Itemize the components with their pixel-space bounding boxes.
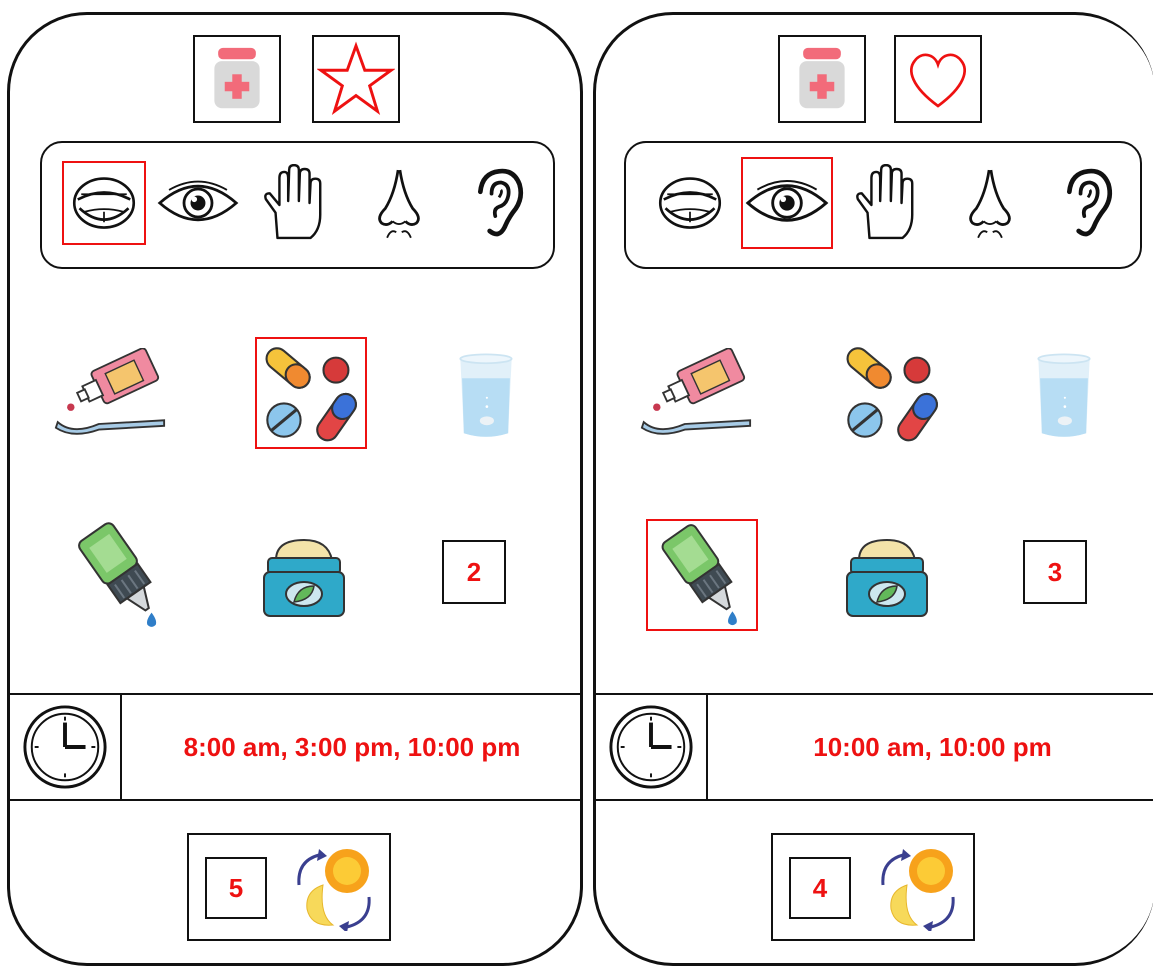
frequency-count-box[interactable] [205, 857, 267, 919]
dose-count: 2 [466, 556, 482, 587]
favorite-button[interactable] [894, 35, 982, 123]
form-dropper[interactable] [646, 519, 758, 631]
frequency-count: 5 [228, 872, 244, 903]
medicine-jar-icon [792, 46, 852, 112]
ear-icon [1060, 163, 1116, 243]
schedule-row [596, 693, 1153, 801]
star-icon [317, 40, 395, 118]
route-selector [40, 141, 555, 269]
route-ear[interactable] [1046, 161, 1130, 245]
medicine-button[interactable] [778, 35, 866, 123]
dose-count: 3 [1047, 556, 1063, 587]
clock-cell [596, 695, 708, 799]
schedule-row [10, 693, 580, 801]
form-cream[interactable] [831, 521, 943, 633]
liquid-dose-icon [640, 348, 752, 444]
frequency-box [187, 833, 391, 941]
form-dissolving-tablet[interactable] [1008, 340, 1120, 452]
form-pills[interactable] [255, 337, 367, 449]
route-hand[interactable] [844, 161, 928, 245]
route-ear[interactable] [457, 161, 541, 245]
route-eye[interactable] [741, 157, 833, 249]
form-cream[interactable] [248, 521, 360, 633]
mouth-icon [655, 168, 725, 238]
pills-icon [840, 341, 944, 445]
frequency-count: 4 [812, 872, 828, 903]
day-night-cycle-icon [873, 845, 963, 931]
schedule-times[interactable]: 10:00 am, 10:00 pm [813, 731, 1052, 762]
form-liquid[interactable] [640, 340, 752, 452]
dose-count-box[interactable] [442, 540, 506, 604]
route-mouth[interactable] [62, 161, 146, 245]
medication-card-2 [593, 12, 1153, 966]
form-liquid[interactable] [54, 340, 166, 452]
clock-cell [10, 695, 122, 799]
route-selector [624, 141, 1142, 269]
hand-icon [260, 164, 328, 242]
cream-jar-icon [837, 532, 937, 622]
medicine-jar-icon [207, 46, 267, 112]
eye-icon [744, 173, 830, 233]
cream-jar-icon [254, 532, 354, 622]
liquid-dose-icon [54, 348, 166, 444]
heart-icon [902, 43, 974, 115]
route-nose[interactable] [948, 161, 1032, 245]
form-dropper[interactable] [64, 519, 176, 631]
frequency-count-box[interactable] [789, 857, 851, 919]
medicine-button[interactable] [193, 35, 281, 123]
dissolving-tablet-icon [1033, 348, 1095, 444]
form-dissolving-tablet[interactable] [430, 340, 542, 452]
eye-icon [156, 173, 240, 233]
dropper-icon [72, 519, 168, 631]
ear-icon [471, 163, 527, 243]
favorite-button[interactable] [312, 35, 400, 123]
dropper-icon [654, 521, 750, 629]
day-night-cycle-icon [289, 845, 379, 931]
dose-count-box[interactable] [1023, 540, 1087, 604]
medication-card-1 [7, 12, 583, 966]
mouth-icon [69, 168, 139, 238]
clock-icon [21, 703, 109, 791]
route-eye[interactable] [156, 161, 240, 245]
dissolving-tablet-icon [455, 348, 517, 444]
hand-icon [852, 164, 920, 242]
route-nose[interactable] [357, 161, 441, 245]
nose-icon [958, 163, 1022, 243]
route-hand[interactable] [252, 161, 336, 245]
clock-icon [607, 703, 695, 791]
route-mouth[interactable] [648, 161, 732, 245]
schedule-times[interactable]: 8:00 am, 3:00 pm, 10:00 pm [183, 731, 521, 762]
frequency-box [771, 833, 975, 941]
form-pills[interactable] [836, 337, 948, 449]
pills-icon [259, 341, 363, 445]
nose-icon [367, 163, 431, 243]
